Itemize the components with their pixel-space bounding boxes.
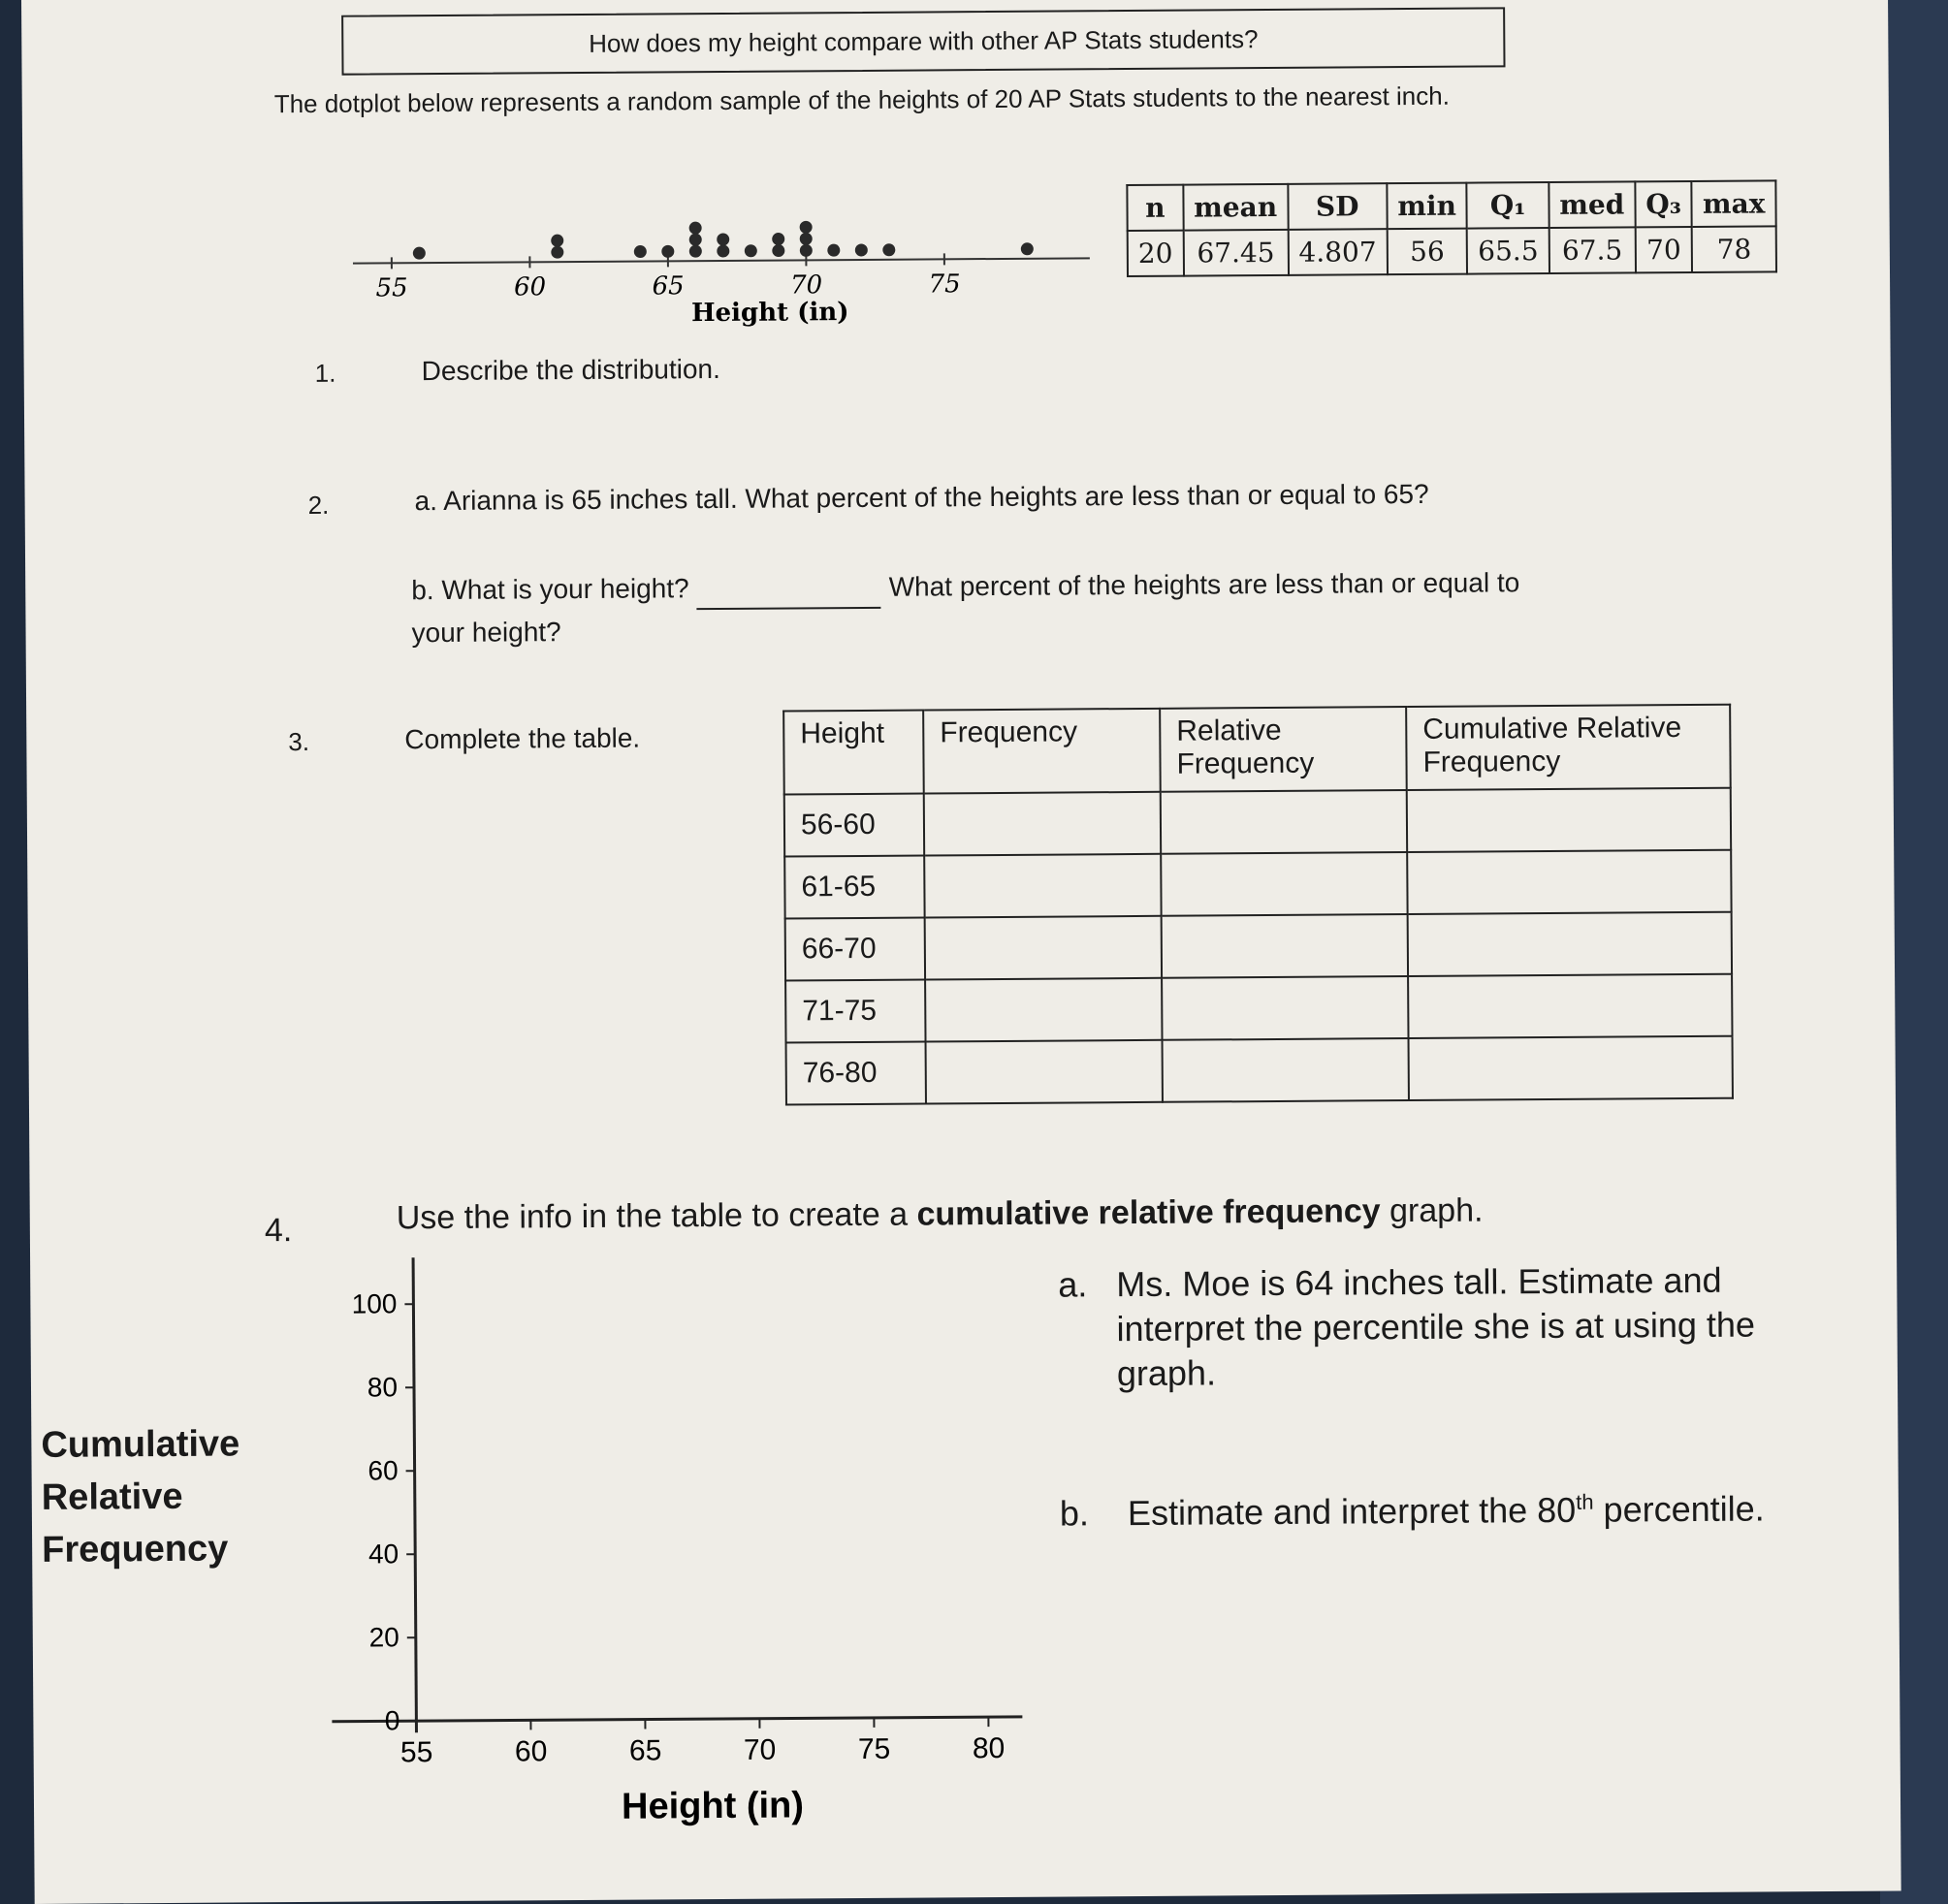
question-4b [1060,1488,1836,1535]
dotplot-axis [353,258,1090,263]
question-4-text-bold: cumulative relative frequency [916,1192,1381,1233]
dotplot-dot [800,244,813,257]
question-4a-text: Ms. Moe is 64 inches tall. Estimate and interpret the percentile she is at using the graph. [1116,1259,1756,1394]
graph-x-axis-label: Height (in) [621,1785,805,1827]
relative-frequency-cell[interactable] [1161,790,1407,854]
stats-value: 56 [1387,229,1467,275]
question-2b-continued: What percent of the heights are less than or equal to [888,567,1520,602]
question-2b-end: your height? [411,617,561,649]
frequency-cell[interactable] [925,978,1162,1042]
stats-value: 4.807 [1288,229,1387,275]
stats-value: 67.45 [1183,230,1288,276]
question-4-text-start: Use the info in the table to create a [396,1195,917,1237]
relative-frequency-cell[interactable] [1161,852,1407,916]
graph-x-tick-label: 65 [628,1734,662,1767]
graph-x-tick-label: 80 [972,1731,1006,1765]
question-4-text [397,1192,1484,1238]
table-row [784,788,1731,857]
question-4a [1058,1257,1835,1397]
graph-x-axis [332,1717,1022,1722]
column-header-height: Height [783,711,924,795]
dotplot-dot [800,221,813,234]
stats-value: 70 [1635,227,1692,272]
dotplot-dot [717,233,729,245]
graph-y-tick-label: 20 [368,1622,399,1653]
question-4-number: 4. [264,1212,293,1250]
dotplot-dot [689,234,702,246]
cumulative-relative-frequency-cell[interactable] [1408,974,1732,1038]
stats-header: min [1387,183,1467,230]
graph-y-tick-label: 40 [367,1539,399,1570]
question-1-text: Describe the distribution. [421,353,720,387]
stats-value: 67.5 [1549,227,1635,273]
cumulative-graph-y-label [41,1417,240,1575]
question-2-number: 2. [307,490,330,520]
dotplot-dot [551,246,563,259]
height-range: 76-80 [786,1042,926,1105]
dotplot-dot [745,244,757,257]
graph-x-tick-label: 55 [399,1736,433,1769]
stats-value: 20 [1128,231,1184,276]
dotplot-dot [772,244,784,257]
height-range: 61-65 [784,856,924,919]
dotplot-dot [827,244,840,257]
dotplot-dot [772,233,784,245]
question-4a-label: a. [1058,1264,1088,1305]
y-label-line: Frequency [42,1528,229,1571]
column-header-relative-frequency: Relative Frequency [1160,707,1407,792]
dotplot-tick-label: 70 [789,270,823,301]
question-4b-superscript: th [1576,1489,1594,1514]
table-row [785,974,1732,1043]
dotplot-dot [800,233,813,245]
cumulative-relative-frequency-cell[interactable] [1407,850,1731,914]
dotplot-dot [689,222,702,235]
dotplot-tick-label: 65 [652,271,685,301]
table-row [785,912,1732,981]
intro-text: The dotplot below represents a random sample of the heights of 20 AP Stats students to the nearest inch. [273,80,1450,119]
graph-y-axis [413,1257,416,1732]
dotplot-tick-label: 60 [513,272,547,302]
dotplot-dot [717,244,729,257]
dotplot [352,196,1109,336]
stats-header: n [1127,185,1183,231]
graph-y-tick-label: 100 [351,1288,398,1319]
graph-y-tick-label: 60 [367,1455,399,1486]
stats-header: SD [1288,183,1387,230]
table-row [784,850,1731,919]
stats-header: med [1549,181,1635,228]
column-header-frequency: Frequency [923,709,1161,794]
cumulative-relative-frequency-cell[interactable] [1407,788,1731,852]
dotplot-dot [882,243,895,256]
graph-x-tick-label: 60 [514,1735,548,1768]
stats-value: 65.5 [1467,228,1549,274]
dotplot-dot [1021,242,1034,255]
height-range: 71-75 [785,980,925,1043]
relative-frequency-cell[interactable] [1163,1038,1409,1102]
column-header-cumulative-relative-frequency: Cumulative Relative Frequency [1406,705,1731,790]
stats-header: Q₁ [1467,182,1549,229]
dotplot-dot [855,243,868,256]
stats-value: 78 [1692,226,1776,272]
dotplot-axis-label: Height (in) [690,298,849,329]
y-label-line: Cumulative [41,1423,240,1466]
graph-x-tick-label: 70 [743,1733,777,1766]
question-2a-text: a. Arianna is 65 inches tall. What percent of the heights are less than or equal to 65? [414,478,1429,517]
height-answer-blank[interactable] [697,582,881,610]
frequency-table [782,704,1734,1106]
y-label-line: Relative [41,1476,183,1518]
stats-value-row [1128,226,1776,276]
dotplot-dot [551,235,563,247]
frequency-cell[interactable] [924,854,1161,918]
frequency-table-header [783,705,1731,795]
dotplot-tick-label: 75 [928,270,961,300]
height-range: 66-70 [785,918,925,981]
summary-stats-table [1126,179,1777,277]
relative-frequency-cell[interactable] [1162,976,1408,1040]
height-range: 56-60 [784,794,924,857]
stats-header-row [1127,180,1775,231]
dotplot-dot [634,245,647,258]
frequency-cell[interactable] [925,916,1162,980]
cumulative-relative-frequency-cell[interactable] [1408,912,1732,976]
question-1-number: 1. [314,358,336,388]
worksheet-title [341,7,1505,75]
graph-y-tick-label: 0 [384,1705,400,1736]
question-2b-text: b. What is your height? [411,573,689,606]
title-text: How does my height compare with other AP Stats students? [589,23,1259,58]
graph-y-tick-label: 80 [367,1372,399,1403]
frequency-cell[interactable] [924,792,1161,856]
dotplot-dot [689,245,702,258]
dotplot-dot [413,247,426,260]
question-3-number: 3. [288,726,310,757]
frequency-cell[interactable] [926,1040,1163,1104]
dotplot-tick-label: 55 [375,273,408,303]
worksheet-paper [21,0,1901,1904]
stats-header: mean [1183,184,1288,231]
stats-header: max [1692,180,1776,227]
question-3-text: Complete the table. [404,722,641,755]
dotplot-dot [661,245,674,258]
table-row [786,1036,1733,1105]
relative-frequency-cell[interactable] [1162,914,1408,978]
stats-header: Q₃ [1635,181,1692,227]
question-4b-text-end: percentile. [1593,1488,1765,1530]
question-4b-text-start: Estimate and interpret the 80 [1127,1489,1577,1534]
question-4-text-end: graph. [1380,1191,1484,1230]
graph-x-tick-label: 75 [857,1732,891,1766]
question-2b [411,561,1520,654]
cumulative-frequency-graph[interactable] [302,1244,1042,1850]
question-4b-label: b. [1059,1493,1090,1534]
cumulative-relative-frequency-cell[interactable] [1409,1036,1733,1100]
